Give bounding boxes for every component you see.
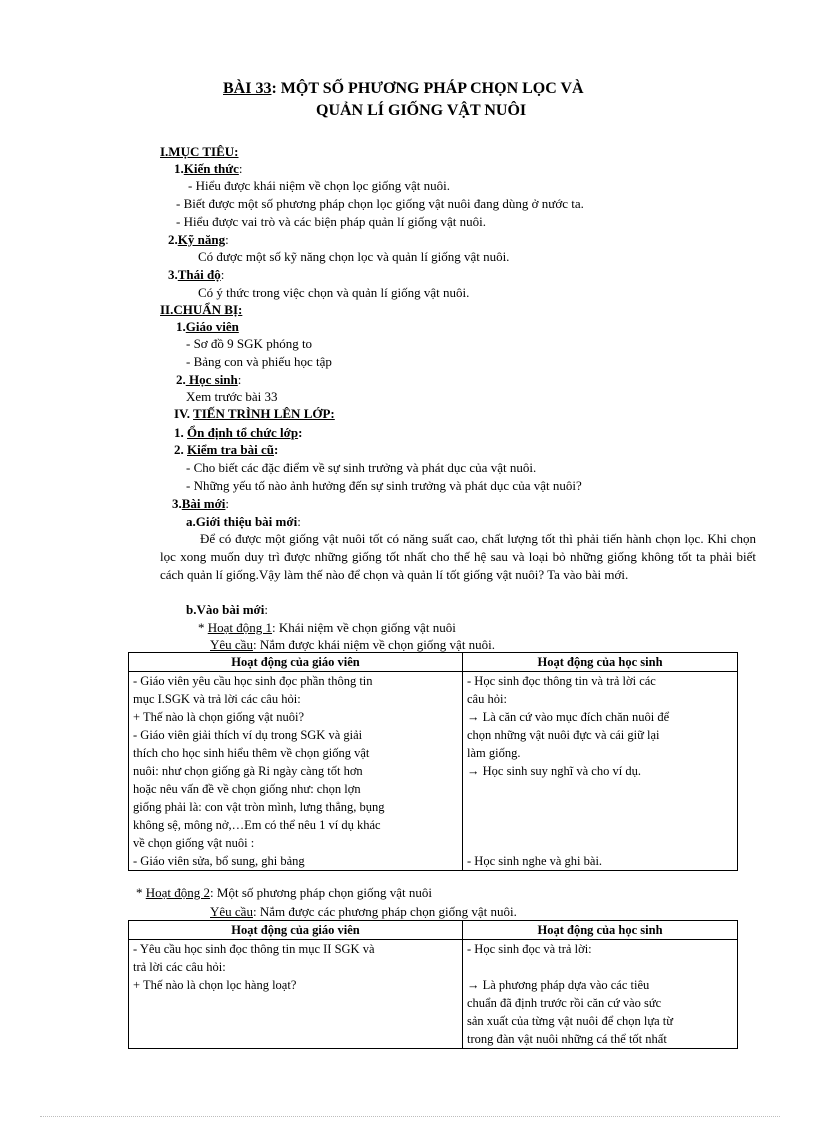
knowledge-label: Kiến thức xyxy=(183,161,239,176)
skills-label: Kỹ năng xyxy=(177,232,226,247)
student-column-header: Hoạt động của học sinh xyxy=(463,921,738,940)
knowledge-item: - Hiểu được vai trò và các biện pháp quản lí giống vật nuôi. xyxy=(176,214,486,229)
student-line: → Là căn cứ vào mục đích chăn nuôi để xyxy=(467,710,670,724)
activity2-requirement: Yêu cầu: Nắm được các phương pháp chọn giống vật nuôi. xyxy=(210,904,517,919)
teacher-line: - Giáo viên giải thích ví dụ trong SGK và giải xyxy=(133,728,363,742)
lesson-start-heading: b.Vào bài mới: xyxy=(186,602,268,617)
teacher-line: thích cho học sinh hiểu thêm về chọn giống vật xyxy=(133,746,370,760)
student-line: chọn những vật nuôi đực và cái giữ lại xyxy=(467,728,660,742)
teacher-line: - Yêu cầu học sinh đọc thông tin mục II SGK và xyxy=(133,942,375,956)
activity2-table xyxy=(128,920,738,1049)
attitude-heading: 3.Thái độ: xyxy=(168,267,225,282)
student-prep-text: Xem trước bài 33 xyxy=(186,389,278,404)
student-line: trong đàn vật nuôi những cá thể tốt nhất xyxy=(467,1032,667,1046)
activity2-heading: * Hoạt động 2: Một số phương pháp chọn giống vật nuôi xyxy=(136,885,432,900)
new-lesson-heading: 3.Bài mới: xyxy=(172,496,230,511)
review-question: - Những yếu tố nào ảnh hưởng đến sự sinh trưởng và phát dục của vật nuôi? xyxy=(186,478,582,493)
student-line: - Học sinh đọc thông tin và trả lời các xyxy=(467,674,656,688)
teacher-line: hoặc nêu vấn đề về chọn giống như: chọn lợn xyxy=(133,782,361,796)
teacher-line: - Giáo viên yêu cầu học sinh đọc phần thông tin xyxy=(133,674,373,688)
knowledge-item: - Biết được một số phương pháp chọn lọc giống vật nuôi đang dùng ở nước ta. xyxy=(176,196,584,211)
attitude-label: Thái độ xyxy=(177,267,221,282)
teacher-line: + Thế nào là chọn giống vật nuôi? xyxy=(133,710,305,724)
section-preparation-heading: II.CHUẨN BỊ: xyxy=(160,302,243,317)
teacher-prep-label: Giáo viên xyxy=(185,319,239,334)
student-line: → Học sinh suy nghĩ và cho ví dụ. xyxy=(467,764,641,778)
student-column-header: Hoạt động của học sinh xyxy=(463,653,738,672)
review-heading: 2. Kiểm tra bài cũ: xyxy=(174,442,279,457)
teacher-line: giống phải là: con vật tròn mình, lưng thẳng, bụng xyxy=(133,800,385,814)
class-stabilize-heading: 1. Ổn định tổ chức lớp: xyxy=(174,425,303,440)
teacher-line: trả lời các câu hỏi: xyxy=(133,960,226,974)
review-question: - Cho biết các đặc điểm về sự sinh trưởng và phát dục của vật nuôi. xyxy=(186,460,537,475)
page-bottom-border xyxy=(40,1116,780,1117)
teacher-column-header: Hoạt động của giáo viên xyxy=(129,653,463,672)
student-prep-heading: 2. Học sinh: xyxy=(176,372,242,387)
student-activity-cell xyxy=(463,940,738,1049)
student-line: chuẩn đã định trước rồi căn cứ vào sức xyxy=(467,996,662,1010)
intro-heading: a.Giới thiệu bài mới: xyxy=(186,514,301,529)
teacher-activity-cell xyxy=(129,672,463,871)
teacher-prep-heading: 1.Giáo viên xyxy=(176,319,239,334)
teacher-line: về chọn giống vật nuôi : xyxy=(133,836,255,850)
teacher-line: + Thế nào là chọn lọc hàng loạt? xyxy=(133,978,297,992)
skills-text: Có được một số kỹ năng chọn lọc và quản lí giống vật nuôi. xyxy=(198,249,510,264)
student-line: → Là phương pháp dựa vào các tiêu xyxy=(467,978,650,992)
skills-heading: 2.Kỹ năng: xyxy=(168,232,229,247)
title-line1: : MỘT SỐ PHƯƠNG PHÁP CHỌN LỌC VÀ xyxy=(271,80,584,97)
page-title xyxy=(223,78,584,100)
teacher-column-header: Hoạt động của giáo viên xyxy=(129,921,463,940)
lesson-number: BÀI 33 xyxy=(223,80,272,97)
attitude-text: Có ý thức trong việc chọn và quản lí giống vật nuôi. xyxy=(198,285,470,300)
section-procedure-heading: IV. TIẾN TRÌNH LÊN LỚP: xyxy=(174,406,335,421)
student-prep-label: Học sinh xyxy=(185,372,238,387)
intro-paragraph: Để có được một giống vật nuôi tốt có năng suất cao, chất lượng tốt thì phải tiến hành chọn lọc. Khi chọn lọc xong muốn duy trì được những giống tốt nhất cho thế hệ sau và loại bỏ những giống không tốt ta phải biết cách quản lí giống.Vậy làm thế nào để chọn và quản lí tốt giống vật nuôi? Ta vào bài mới. xyxy=(160,531,756,582)
student-line: - Học sinh đọc và trả lời: xyxy=(467,942,592,956)
knowledge-item: - Hiểu được khái niệm về chọn lọc giống vật nuôi. xyxy=(188,178,450,193)
teacher-line: - Giáo viên sửa, bổ sung, ghi bảng xyxy=(133,854,305,868)
page-title-line2: QUẢN LÍ GIỐNG VẬT NUÔI xyxy=(316,102,527,119)
teacher-activity-cell xyxy=(129,940,463,1049)
teacher-prep-item: - Bảng con và phiếu học tập xyxy=(186,354,332,369)
activity1-heading: * Hoạt động 1: Khái niệm về chọn giống vật nuôi xyxy=(198,620,456,635)
teacher-prep-item: - Sơ đồ 9 SGK phóng to xyxy=(186,336,313,351)
teacher-line: không sệ, mông nở,…Em có thể nêu 1 ví dụ khác xyxy=(133,818,381,832)
section-objectives-heading: I.MỤC TIÊU: xyxy=(160,144,239,159)
knowledge-heading: 1.Kiến thức: xyxy=(174,161,243,176)
student-line: câu hỏi: xyxy=(467,692,507,706)
student-line: sản xuất của từng vật nuôi để chọn lựa từ xyxy=(467,1014,674,1028)
student-activity-cell xyxy=(463,672,738,871)
activity1-requirement: Yêu cầu: Nắm được khái niệm về chọn giống vật nuôi. xyxy=(210,637,496,652)
teacher-line: nuôi: như chọn giống gà Ri ngày càng tốt hơn xyxy=(133,764,363,778)
student-line: làm giống. xyxy=(467,746,521,760)
student-line: - Học sinh nghe và ghi bài. xyxy=(467,854,603,868)
teacher-line: mục I.SGK và trả lời các câu hỏi: xyxy=(133,692,301,706)
activity1-table xyxy=(128,652,738,871)
